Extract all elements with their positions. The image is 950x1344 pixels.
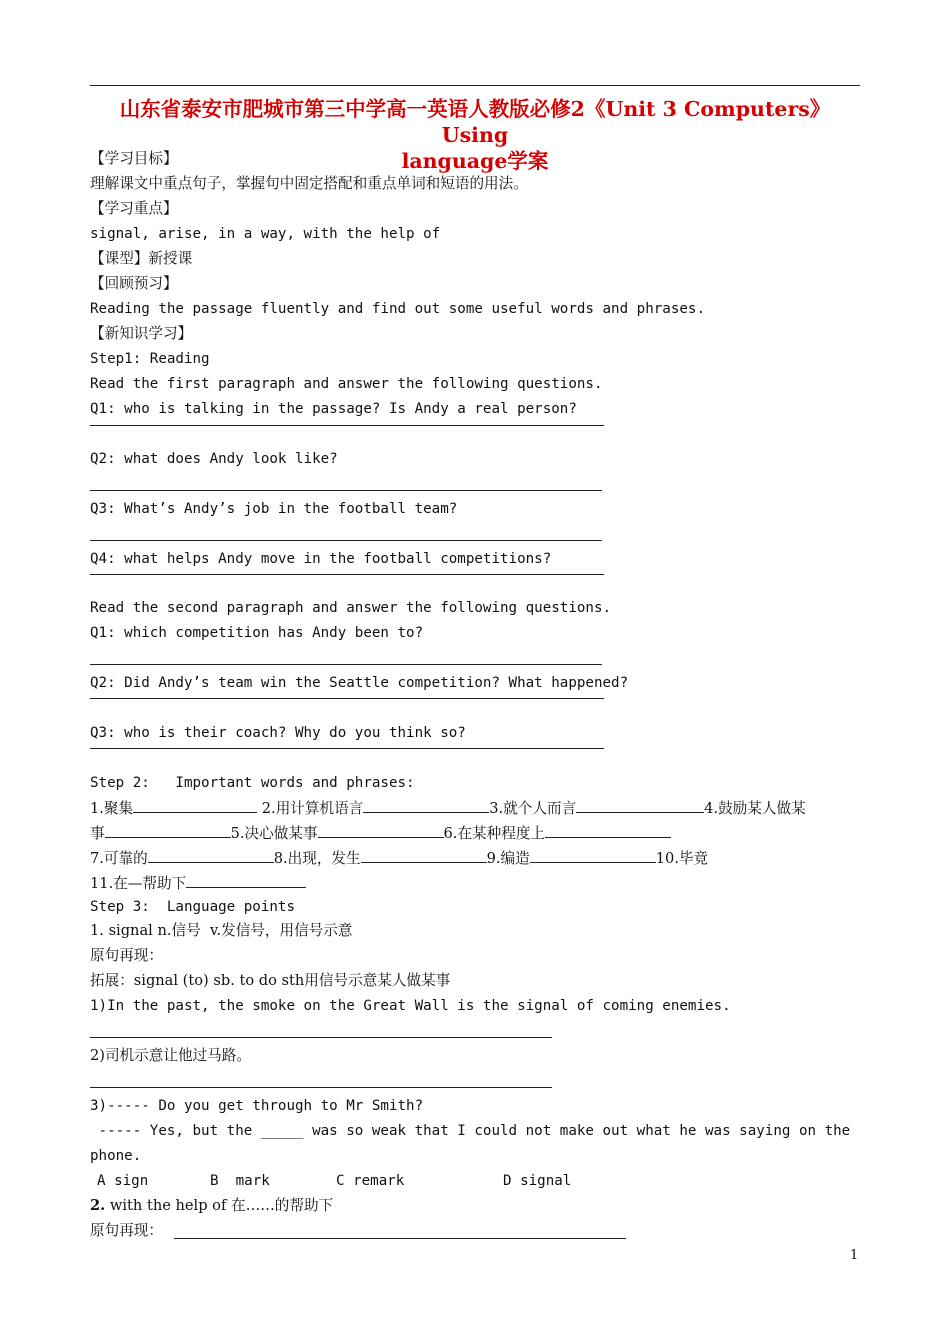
option-b[interactable]: B mark xyxy=(210,1173,270,1189)
step1-title: Step1: Reading xyxy=(90,351,210,367)
answer-line[interactable] xyxy=(90,664,602,665)
title-line-2: language学案 xyxy=(401,149,549,173)
phrase-blank[interactable] xyxy=(318,822,444,838)
phrase-blank[interactable] xyxy=(545,822,671,838)
preview-heading: 【回顾预习】 xyxy=(90,275,178,292)
point1-example-3-answer: ----- Yes, but the _____ was so weak that I could not make out what he was saying on the xyxy=(90,1123,851,1139)
phrase-item: 1.聚集 xyxy=(90,800,134,817)
page-number: 1 xyxy=(850,1248,859,1263)
point1-heading: 1. signal n.信号 v.发信号，用信号示意 xyxy=(90,922,353,939)
point1-example-3-answer-cont: phone. xyxy=(90,1148,142,1164)
phrase-item: 10.毕竟 xyxy=(655,850,709,867)
point1-example-1: 1)In the past, the smoke on the Great Wall is the signal of coming enemies. xyxy=(90,998,731,1014)
point1-example-3-question: 3)----- Do you get through to Mr Smith? xyxy=(90,1098,424,1114)
para2-question: Q3: who is their coach? Why do you think so? xyxy=(90,725,466,741)
point1-original: 原句再现： xyxy=(90,947,163,964)
phrase-item: 6.在某种程度上 xyxy=(443,825,546,842)
point2-heading xyxy=(90,1196,333,1216)
answer-line[interactable] xyxy=(90,1037,552,1038)
phrase-blank[interactable] xyxy=(576,797,704,813)
answer-line[interactable] xyxy=(90,1087,552,1088)
answer-line[interactable] xyxy=(90,425,604,426)
para2-instruction: Read the second paragraph and answer the following questions. xyxy=(90,600,612,616)
point1-extension: 拓展：signal (to) sb. to do sth用信号示意某人做某事 xyxy=(90,972,451,989)
answer-line[interactable] xyxy=(90,574,604,575)
title-line-1: 山东省泰安市肥城市第三中学高一英语人教版必修2《Unit 3 Computers》Using xyxy=(119,97,831,147)
phrase-blank[interactable] xyxy=(530,847,656,863)
new-learning-heading: 【新知识学习】 xyxy=(90,325,193,342)
goal-text: 理解课文中重点句子，掌握句中固定搭配和重点单词和短语的用法。 xyxy=(90,175,528,192)
para1-instruction: Read the first paragraph and answer the following questions. xyxy=(90,376,603,392)
phrase-blank[interactable] xyxy=(105,822,231,838)
phrase-blank[interactable] xyxy=(133,797,257,813)
phrase-blank[interactable] xyxy=(361,847,487,863)
phrase-row-2 xyxy=(90,822,671,844)
phrase-item: 4.鼓励某人做某 xyxy=(704,800,806,817)
answer-line[interactable] xyxy=(174,1238,626,1239)
point2-heading-text: with the help of 在……的帮助下 xyxy=(105,1197,334,1214)
focus-heading: 【学习重点】 xyxy=(90,200,178,217)
phrase-row-1 xyxy=(90,797,806,819)
phrase-item: 9.编造 xyxy=(486,850,530,867)
para1-question: Q3: What’s Andy’s job in the football team? xyxy=(90,501,458,517)
header-rule xyxy=(90,85,860,86)
phrase-blank[interactable] xyxy=(363,797,489,813)
phrase-item: 5.决心做某事 xyxy=(230,825,318,842)
para2-question: Q1: which competition has Andy been to? xyxy=(90,625,424,641)
option-c[interactable]: C remark xyxy=(336,1173,405,1189)
phrase-blank[interactable] xyxy=(186,872,306,888)
phrase-item: 事 xyxy=(90,825,105,842)
answer-line[interactable] xyxy=(90,748,604,749)
answer-line[interactable] xyxy=(90,490,602,491)
para1-question: Q2: what does Andy look like? xyxy=(90,451,338,467)
option-a[interactable]: A sign xyxy=(97,1173,149,1189)
option-d[interactable]: D signal xyxy=(503,1173,572,1189)
phrase-item: 8.出现，发生 xyxy=(273,850,361,867)
point1-example-2: 2)司机示意让他过马路。 xyxy=(90,1047,251,1064)
phrase-blank[interactable] xyxy=(148,847,274,863)
point2-number: 2. xyxy=(90,1197,106,1214)
phrase-item: 3.就个人而言 xyxy=(489,800,577,817)
step3-title: Step 3: Language points xyxy=(90,899,295,915)
step2-title: Step 2: Important words and phrases: xyxy=(90,775,415,791)
preview-text: Reading the passage fluently and find out some useful words and phrases. xyxy=(90,301,705,317)
document-title xyxy=(90,96,860,174)
goal-heading: 【学习目标】 xyxy=(90,150,178,167)
point2-original: 原句再现： xyxy=(90,1222,163,1239)
phrase-row-3 xyxy=(90,847,708,869)
answer-line[interactable] xyxy=(90,698,604,699)
phrase-row-4 xyxy=(90,872,306,894)
phrase-item: 7.可靠的 xyxy=(90,850,148,867)
answer-line[interactable] xyxy=(90,540,602,541)
focus-text: signal, arise, in a way, with the help of xyxy=(90,226,441,242)
phrase-item: 2.用计算机语言 xyxy=(261,800,364,817)
para2-question: Q2: Did Andy’s team win the Seattle competition? What happened? xyxy=(90,675,629,691)
para1-question: Q1: who is talking in the passage? Is Andy a real person? xyxy=(90,401,577,417)
lesson-type: 【课型】新授课 xyxy=(90,250,193,267)
phrase-item: 11.在—帮助下 xyxy=(90,875,187,892)
para1-question: Q4: what helps Andy move in the football competitions? xyxy=(90,551,552,567)
